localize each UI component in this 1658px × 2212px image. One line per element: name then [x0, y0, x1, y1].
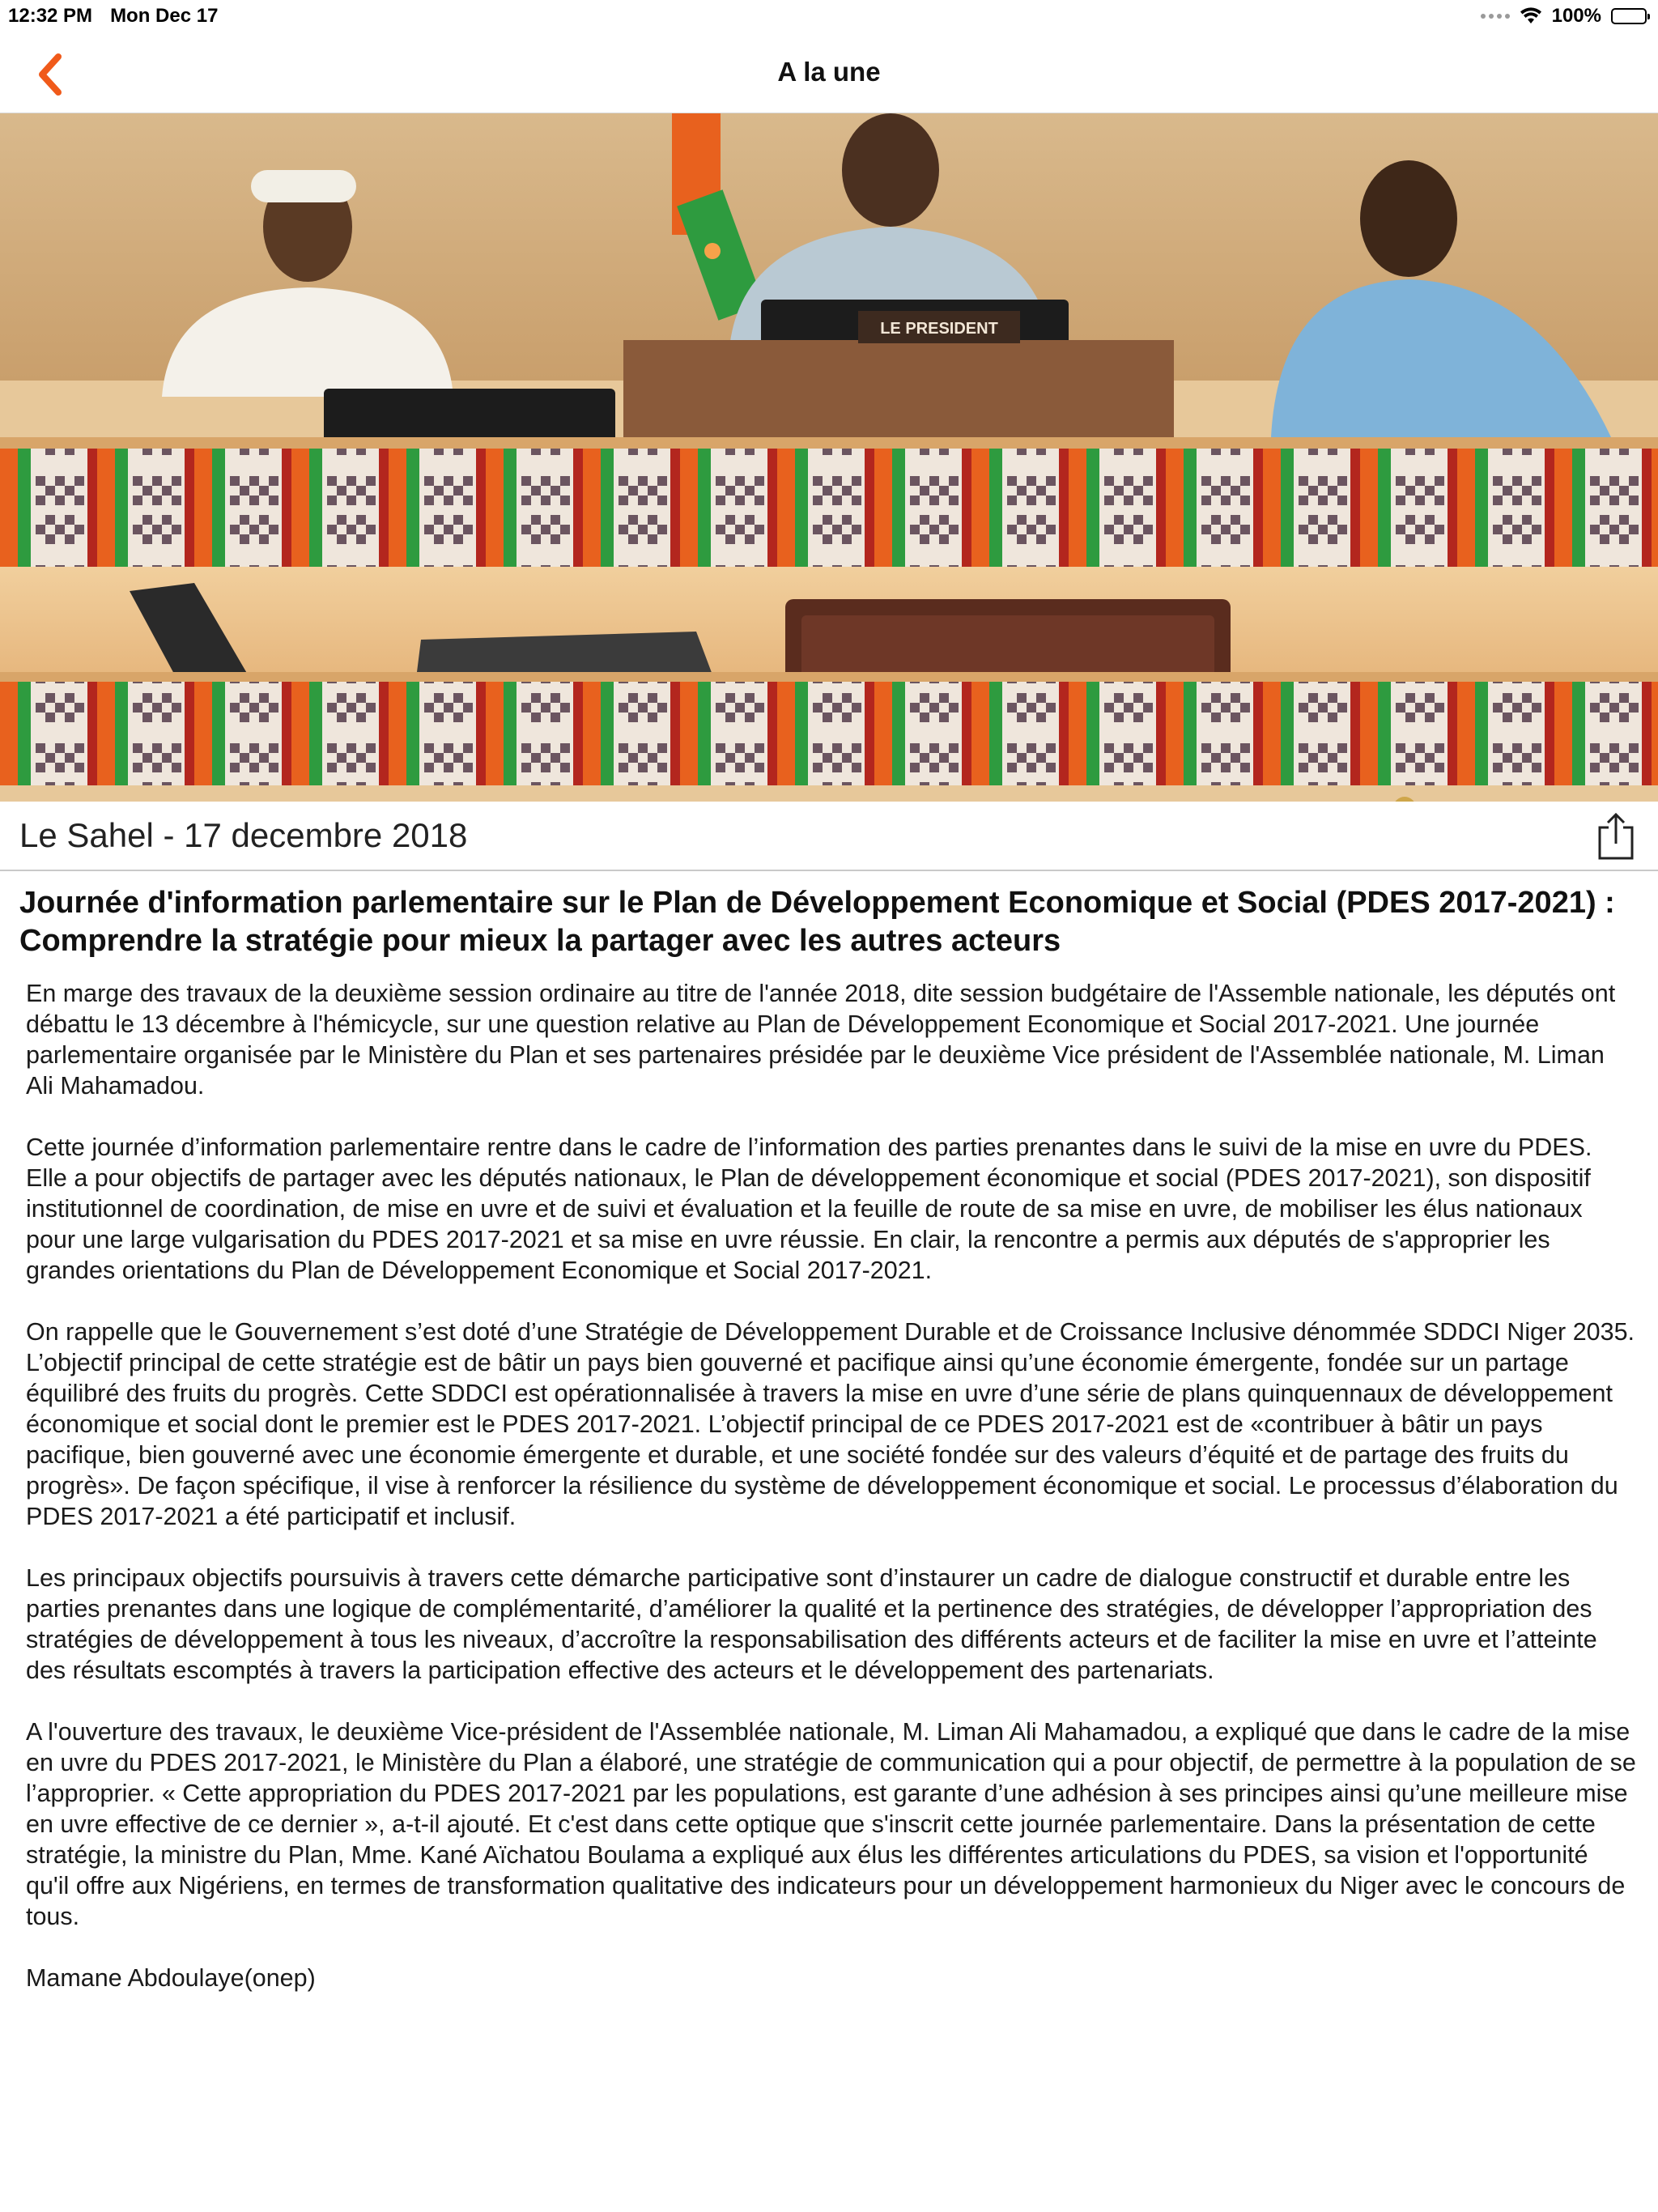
article-title: Journée d'information parlementaire sur le Plan de Développement Economique et Social (PDES 2017-2021) : Comprendre la stratégie pour mieux la partager avec les autres acteurs [19, 886, 1615, 958]
navigation-bar [0, 32, 1658, 113]
share-icon [1595, 811, 1637, 861]
article-paragraph: Les principaux objectifs poursuivis à travers cette démarche participative sont d’instaurer un cadre de dialogue constructif et durable entre les parties prenantes dans une logique de complémentarité, d’améliorer la qualité et la pertinence des stratégies, de développer l’appropriation des stratégies de développement à tous les niveaux, d’accroître la responsabilisation des différents acteurs et de faciliter la mise en uvre et l’atteinte des résultats escomptés à travers la participation effective des acteurs et le développement des partenariats. [26, 1564, 1597, 1684]
battery-icon [1611, 8, 1647, 24]
status-bar [0, 0, 1658, 32]
battery-percentage: 100% [1551, 5, 1601, 27]
article-paragraph: Cette journée d’information parlementaire rentre dans le cadre de l’information des parties prenantes dans le suivi de la mise en uvre du PDES. Elle a pour objectifs de partager avec les députés nationaux, le Plan de développement économique et social (PDES 2017-2021), son dispositif institutionnel de coordination, de mise en uvre et de suivi et évaluation et la feuille de route de sa mise en uvre, de mobiliser les élus nationaux pour une large vulgarisation du PDES 2017-2021 et sa mise en uvre réussie. En clair, la rencontre a permis aux députés de s'approprier les grandes orientations du Plan de Développement Economique et Social 2017-2021. [26, 1134, 1592, 1284]
article-meta-row [0, 802, 1658, 871]
article-paragraph: On rappelle que le Gouvernement s’est doté d’une Stratégie de Développement Durable et de Croissance Inclusive dénommée SDDCI Niger 2035. L’objectif principal de cette stratégie est de bâtir un pays bien gouverné et pacifique ainsi qu’une économie émergente, fondée sur un partage équilibré des fruits du progrès. Cette SDDCI est opérationnalisée à travers la mise en uvre d’une série de plans quinquennaux de développement économique et social dont le premier est le PDES 2017-2021. L’objectif principal de ce PDES 2017-2021 est de «contribuer à bâtir un pays pacifique, bien gouverné avec une économie émergente et durable, et une société fondée sur des valeurs d’équité et de partage des fruits du progrès». De façon spécifique, il vise à renforcer la résilience du système de développement économique et social. Le processus d’élaboration du PDES 2017-2021 a été participatif et inclusif. [26, 1318, 1635, 1530]
article-hero-image [0, 113, 1658, 802]
page-title: A la une [777, 57, 881, 87]
status-date: Mon Dec 17 [110, 5, 219, 27]
wifi-icon [1520, 7, 1542, 25]
article-paragraph: En marge des travaux de la deuxième session ordinaire au titre de l'année 2018, dite session budgétaire de l'Assemble nationale, les députés ont débattu le 13 décembre à l'hémicycle, sur une question relative au Plan de Développement Economique et Social 2017-2021. Une journée parlementaire organisée par le Ministère du Plan et ses partenaires présidée par le deuxième Vice président de l'Assemblée nationale, M. Liman Ali Mahamadou. [26, 980, 1616, 1100]
status-time: 12:32 PM [8, 5, 93, 27]
article-source-date: Le Sahel - 17 decembre 2018 [19, 816, 468, 854]
article-author: Mamane Abdoulaye(onep) [26, 1964, 316, 1992]
share-button[interactable] [1595, 811, 1637, 861]
president-sign-text: LE PRESIDENT [880, 320, 998, 338]
cellular-signal-icon [1481, 14, 1510, 19]
article-paragraph: A l'ouverture des travaux, le deuxième Vice-président de l'Assemblée nationale, M. Liman Ali Mahamadou, a expliqué que dans le cadre de la mise en uvre du PDES 2017-2021, le Ministère du Plan a élaboré, une stratégie de communication qui a pour objectif, de permettre à la population de se l’approprier. « Cette appropriation du PDES 2017-2021 par les populations, est garante d’une adhésion à ses principes ainsi qu’une meilleure mise en uvre effective de ce dernier », a-t-il ajouté. Et c'est dans cette optique que s'inscrit cette journée parlementaire. Dans la présentation de cette stratégie, la ministre du Plan, Mme. Kané Aïchatou Boulama a expliqué aux élus les différentes articulations du PDES, sa vision et l'opportunité qu'il offre aux Nigériens, en termes de transformation qualitative des indicateurs pour un développement harmonieux du Niger avec le concours de tous. [26, 1718, 1636, 1930]
article-body [26, 978, 1637, 2024]
parliament-session-photo [0, 113, 1658, 802]
